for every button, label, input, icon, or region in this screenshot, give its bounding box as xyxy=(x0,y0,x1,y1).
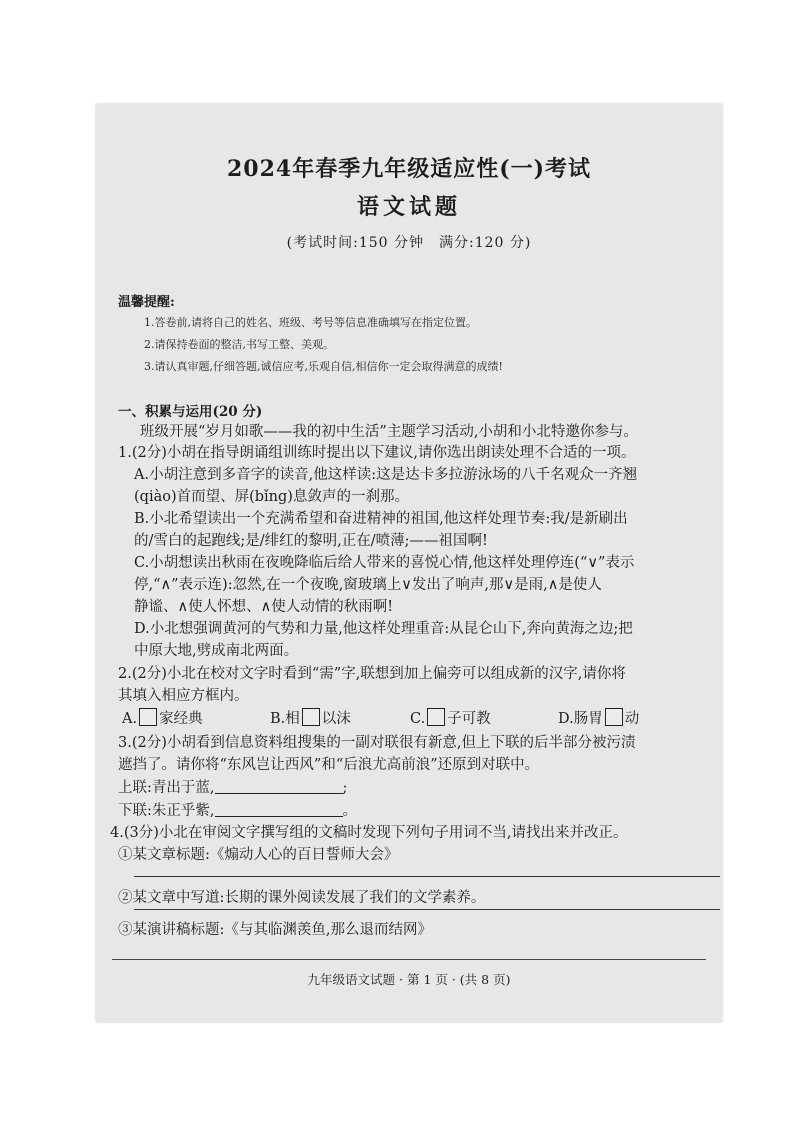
footer-rule xyxy=(112,959,706,960)
q3-stem: 3.(2分)小胡看到信息资料组搜集的一副对联很有新意,但上下联的后半部分被污渍 xyxy=(118,735,636,751)
q4-stem: 4.(3分)小北在审阅文字撰写组的文稿时发现下列句子用词不当,请找出来并改正。 xyxy=(110,825,628,841)
q3-lower-blank[interactable] xyxy=(215,802,343,817)
q1-option-b-cont: 的/雪白的起跑线;是/绯红的黎明,正在/喷薄;——祖国啊! xyxy=(134,533,488,549)
section-intro: 班级开展“岁月如歌——我的初中生活”主题学习活动,小胡和小北特邀你参与。 xyxy=(140,424,638,440)
q3-upper-blank[interactable] xyxy=(215,779,343,794)
q2-answer-box-d[interactable] xyxy=(605,708,623,726)
q1-option-d: D.小北想强调黄河的气势和力量,他这样处理重音:从昆仑山下,奔向黄海之边;把 xyxy=(134,621,633,637)
q3-stem-cont: 遮挡了。请你将“东风岂让西风”和“后浪尤高前浪”还原到对联中。 xyxy=(118,757,540,773)
q1-option-a: A.小胡注意到多音字的读音,他这样读:这是达卡多拉游泳场的八千名观众一齐翘 xyxy=(134,467,638,483)
q2-answer-box-b[interactable] xyxy=(302,708,320,726)
q2-stem-cont: 其填入相应方框内。 xyxy=(118,688,249,704)
q4-sentence-1: ①某文章标题:《煽动人心的百日誓师大会》 xyxy=(118,847,399,863)
tip-item: 2.请保持卷面的整洁,书写工整、美观。 xyxy=(144,338,334,351)
q4-sentence-3: ③某演讲稿标题:《与其临渊羡鱼,那么退而结网》 xyxy=(118,922,432,938)
q2-option-c: C. 子可教 xyxy=(410,707,491,728)
exam-page xyxy=(96,104,722,1022)
q1-option-c: C.小胡想读出秋雨在夜晚降临后给人带来的喜悦心情,他这样处理停连(“∨”表示 xyxy=(134,555,635,571)
exam-info: (考试时间:150 分钟 满分:120 分) xyxy=(286,235,532,251)
q2-option-a: A. 家经典 xyxy=(122,707,203,728)
q1-option-c-cont2: 静谧、∧使人怀想、∧使人动情的秋雨啊! xyxy=(134,599,394,615)
q1-option-b: B.小北希望读出一个充满希望和奋进精神的祖国,他这样处理节奏:我/是新刷出 xyxy=(134,511,628,527)
exam-title: 2024年春季九年级适应性(一)考试 xyxy=(226,156,592,182)
q4-answer-line-2[interactable] xyxy=(134,909,720,910)
q2-answer-box-c[interactable] xyxy=(427,708,445,726)
q3-lower-couplet: 下联:朱正乎紫, 。 xyxy=(118,803,357,819)
q2-answer-box-a[interactable] xyxy=(139,708,157,726)
section-heading: 一、积累与运用(20 分) xyxy=(118,404,263,420)
page-footer: 九年级语文试题 · 第 1 页 · (共 8 页) xyxy=(307,972,511,987)
tip-item: 3.请认真审题,仔细答题,诚信应考,乐观自信,相信你一定会取得满意的成绩! xyxy=(144,360,503,373)
tip-item: 1.答卷前,请将自己的姓名、班级、考号等信息准确填写在指定位置。 xyxy=(144,316,477,329)
q1-option-c-cont: 停,“∧”表示连):忽然,在一个夜晚,窗玻璃上∨发出了响声,那∨是雨,∧是使人 xyxy=(134,577,602,593)
q1-stem: 1.(2分)小胡在指导朗诵组训练时提出以下建议,请你选出朗读处理不合适的一项。 xyxy=(118,445,636,461)
tips-heading: 温馨提醒: xyxy=(118,295,175,310)
q2-option-b: B.相 以沫 xyxy=(270,707,351,728)
q3-upper-couplet: 上联:青出于蓝, ; xyxy=(118,780,348,796)
q4-answer-line-1[interactable] xyxy=(134,876,720,877)
q2-stem: 2.(2分)小北在校对文字时看到“需”字,联想到加上偏旁可以组成新的汉字,请你将 xyxy=(118,666,626,682)
q1-option-a-cont: (qiào)首而望、屏(bǐng)息敛声的一刹那。 xyxy=(134,489,409,505)
exam-subject: 语文试题 xyxy=(356,194,461,220)
q4-sentence-2: ②某文章中写道:长期的课外阅读发展了我们的文学素养。 xyxy=(118,890,486,906)
q1-option-d-cont: 中原大地,劈成南北两面。 xyxy=(134,643,299,659)
q2-option-d: D.肠胃 动 xyxy=(558,707,639,728)
